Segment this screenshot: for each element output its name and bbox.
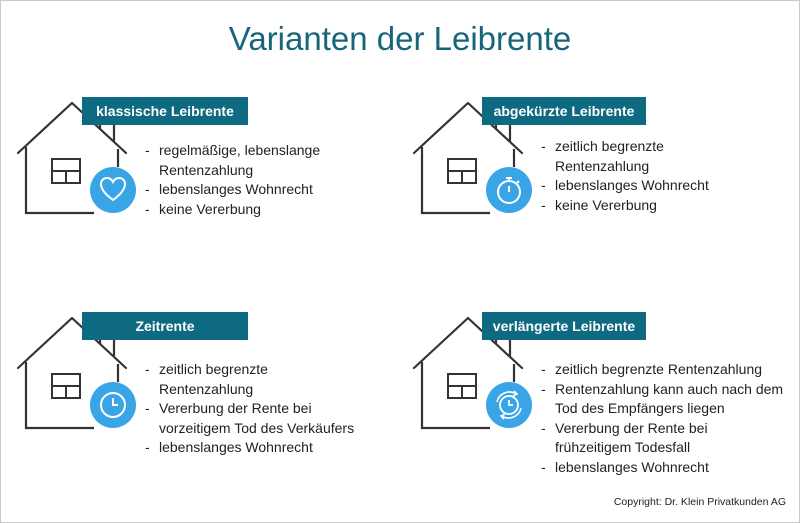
variant-badge: verlängerte Leibrente	[482, 312, 646, 340]
variant-card-zeitrente	[14, 310, 394, 510]
list-item: - lebenslanges Wohnrecht	[541, 458, 785, 478]
heart-icon	[90, 167, 136, 213]
bullet-list	[541, 137, 709, 215]
list-item: - Rentenzahlung kann auch nach dem Tod des Empfängers liegen	[541, 380, 785, 419]
clock-icon	[90, 382, 136, 428]
list-item: - zeitlich begrenzte Rentenzahlung	[145, 360, 294, 399]
list-item: - keine Vererbung	[145, 200, 329, 220]
list-item: - keine Vererbung	[541, 196, 709, 216]
copyright-notice: Copyright: Dr. Klein Privatkunden AG	[613, 496, 786, 508]
list-item: - Vererbung der Rente bei frühzeitigem Todesfall	[541, 419, 725, 458]
list-item: - zeitlich begrenzte Rentenzahlung	[541, 137, 690, 176]
clock-arrows-icon	[486, 382, 532, 428]
bullet-list	[541, 360, 785, 477]
variant-badge: Zeitrente	[82, 312, 248, 340]
list-item: - lebenslanges Wohnrecht	[541, 176, 709, 196]
list-item: - Vererbung der Rente bei vorzeitigem Tod des Verkäufers	[145, 399, 364, 438]
list-item: - lebenslanges Wohnrecht	[145, 438, 364, 458]
bullet-list	[145, 141, 329, 219]
bullet-list	[145, 360, 364, 458]
list-item: - regelmäßige, lebenslange Rentenzahlung	[145, 141, 329, 180]
page-title: Varianten der Leibrente	[228, 20, 572, 57]
list-item: - zeitlich begrenzte Rentenzahlung	[541, 360, 785, 380]
stopwatch-icon	[486, 167, 532, 213]
variant-badge: abgekürzte Leibrente	[482, 97, 646, 125]
variant-card-abgekuerzte	[410, 95, 790, 295]
list-item: - lebenslanges Wohnrecht	[145, 180, 329, 200]
variant-card-verlaengerte	[410, 310, 790, 510]
variant-card-klassische	[14, 95, 394, 295]
variant-badge: klassische Leibrente	[82, 97, 248, 125]
